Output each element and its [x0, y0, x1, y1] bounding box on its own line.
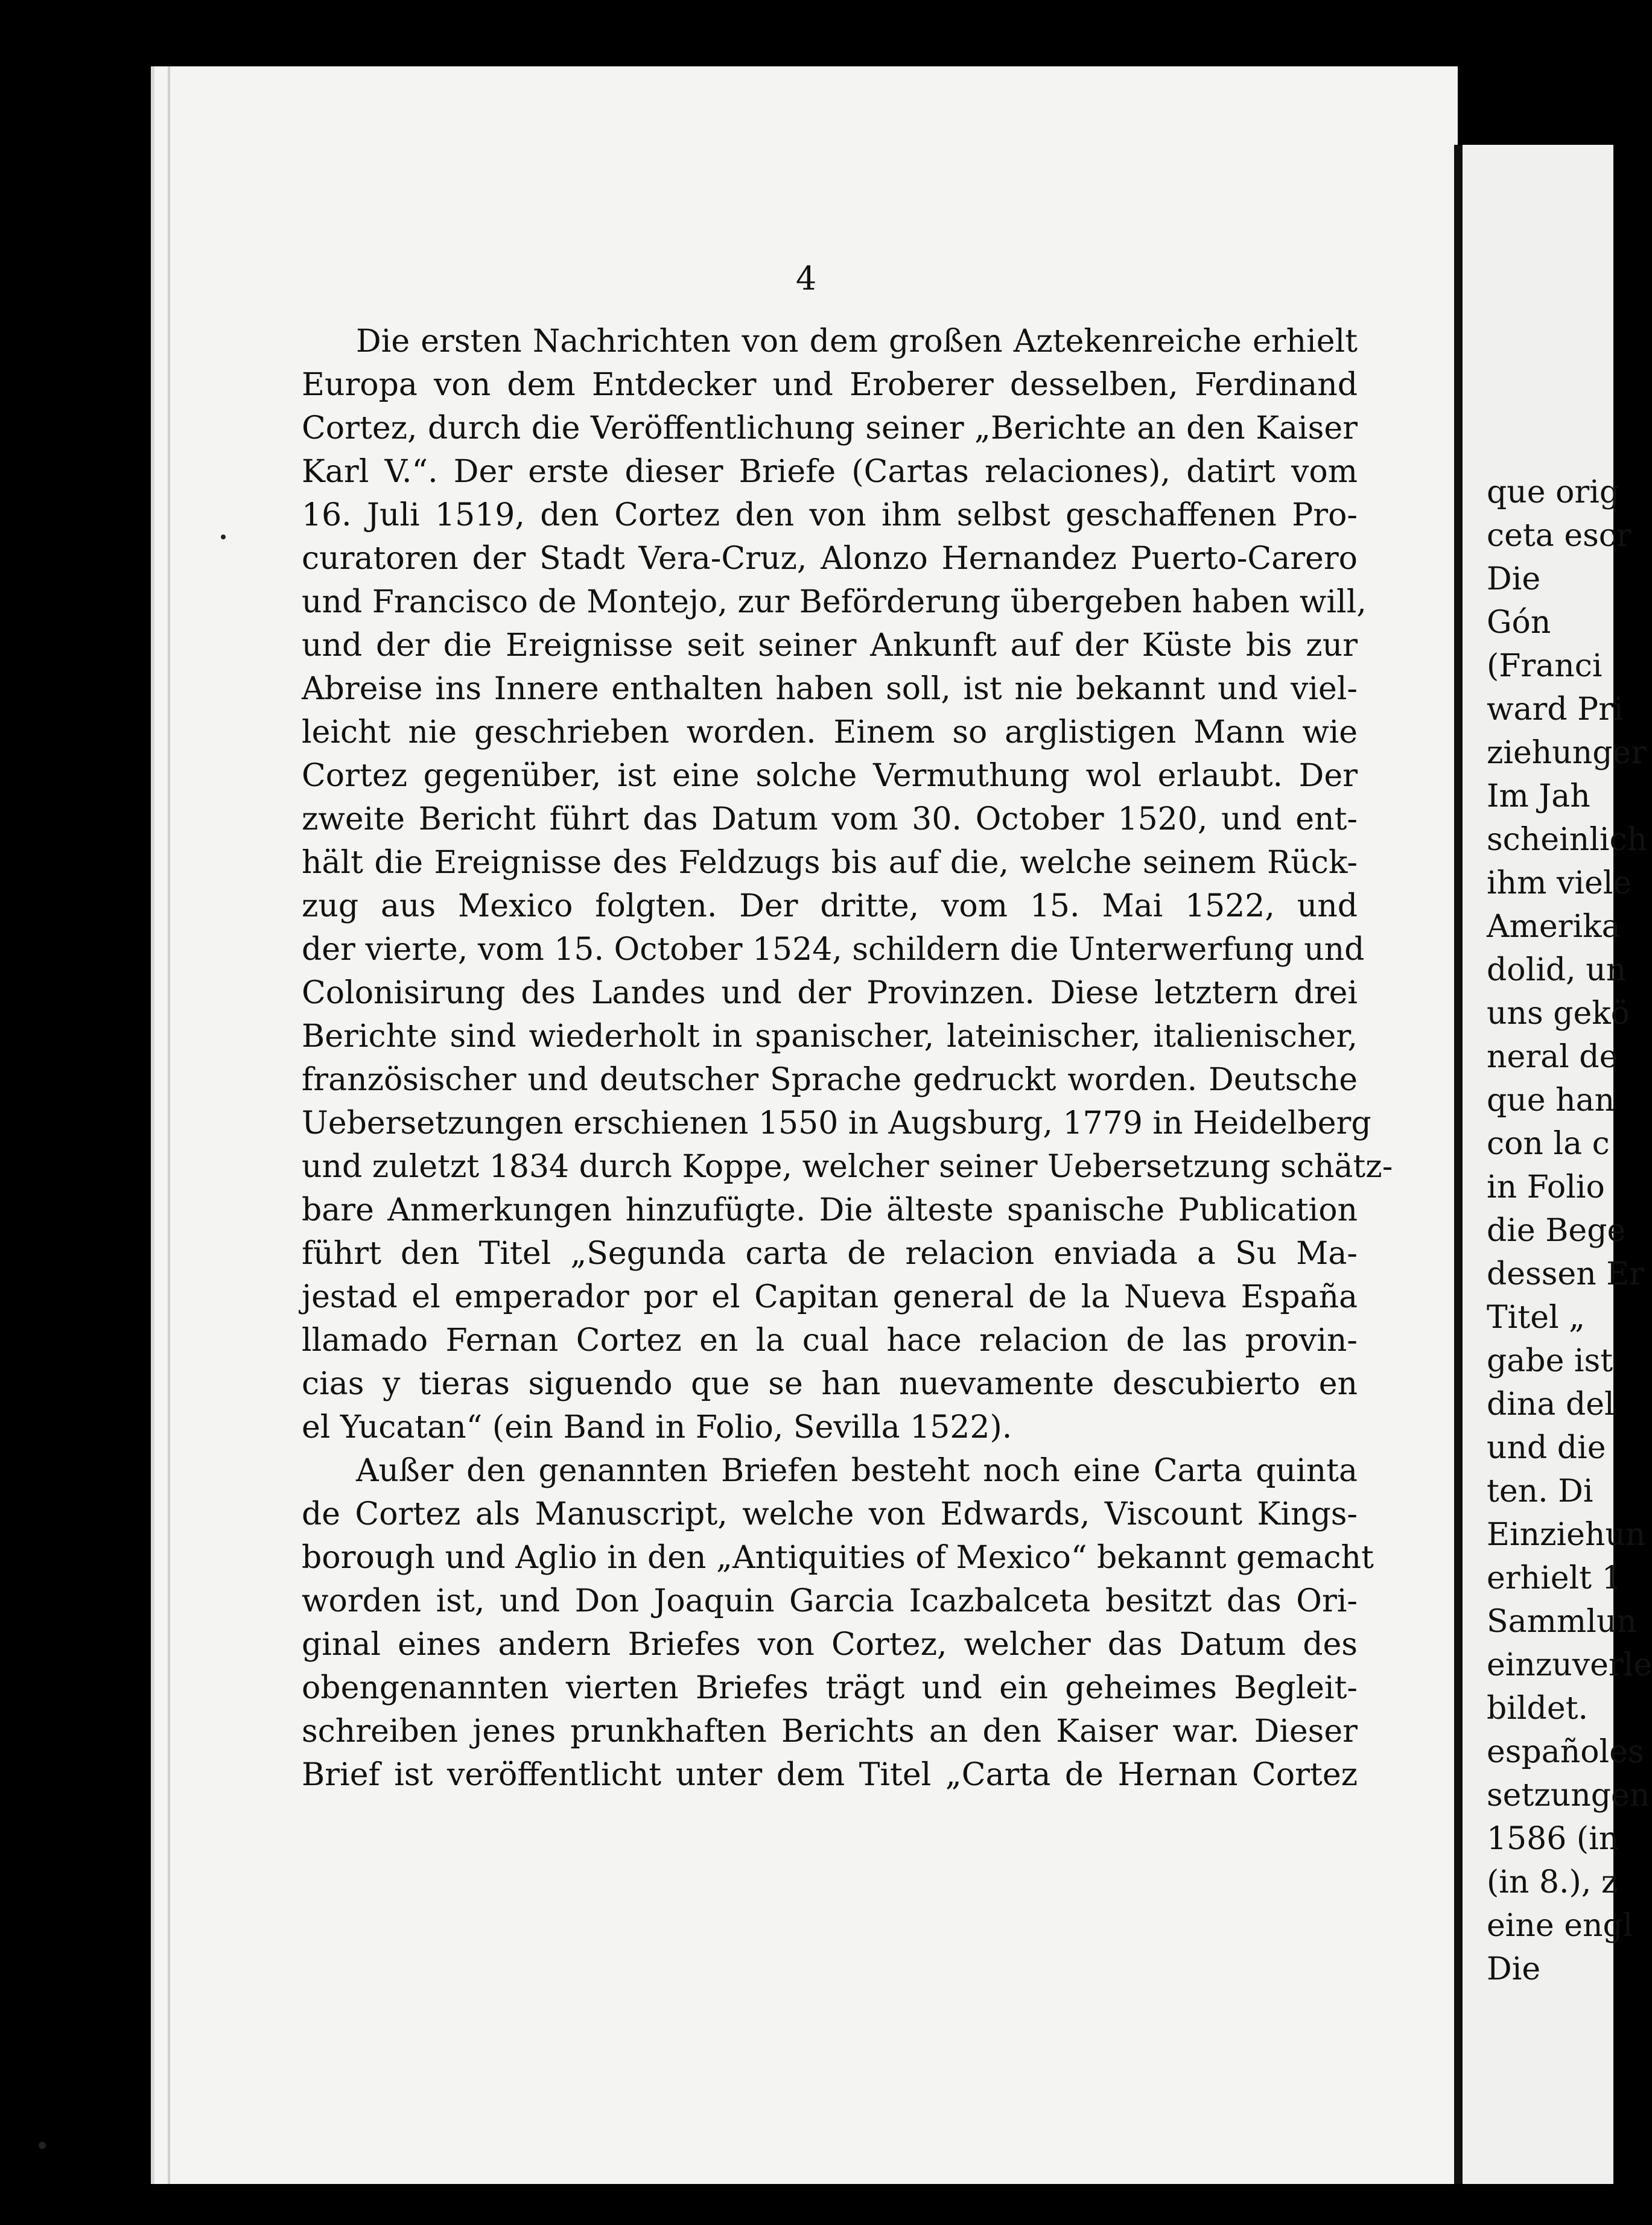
text-line: Colonisirung des Landes und der Provinzen. Diese letztern drei [302, 975, 1358, 1011]
text-line: Cortez gegenüber, ist eine solche Vermuthung wol erlaubt. Der [302, 758, 1358, 794]
text-line: und der die Ereignisse seit seiner Ankunft auf der Küste bis zur [302, 627, 1358, 664]
text-line: Brief ist veröffentlicht unter dem Titel „Carta de Hernan Cortez [302, 1757, 1358, 1793]
text-line: worden ist, und Don Joaquin Garcia Icazbalceta besitzt das Ori- [302, 1583, 1358, 1619]
text-line: obengenannten vierten Briefes trägt und ein geheimes Begleit- [302, 1670, 1358, 1706]
scan-speck [39, 2142, 46, 2149]
right-page-line: dessen Er [1487, 1256, 1645, 1292]
text-line: bare Anmerkungen hinzufügte. Die älteste spanische Publication [302, 1192, 1358, 1228]
text-line: cias y tieras siguendo que se han nuevamente descubierto en [302, 1366, 1358, 1402]
right-page-line: (in 8.), z [1487, 1864, 1618, 1900]
text-line: französischer und deutscher Sprache gedruckt worden. Deutsche [302, 1062, 1358, 1098]
right-page-line: ward Pri [1487, 691, 1624, 728]
text-line: Berichte sind wiederholt in spanischer, lateinischer, italienischer, [302, 1018, 1358, 1055]
right-page-line: Titel „ [1487, 1300, 1586, 1336]
right-page-line: 1586 (in [1487, 1821, 1619, 1857]
right-page-line: que han [1487, 1082, 1615, 1119]
right-page-line: Sammlun [1487, 1604, 1637, 1640]
right-page-line: setzungen [1487, 1777, 1650, 1814]
right-page-line: neral de [1487, 1039, 1618, 1075]
book-page-right-edge [1454, 145, 1652, 2184]
text-line: führt den Titel „Segunda carta de relacion enviada a Su Ma- [302, 1236, 1358, 1272]
text-line: borough und Aglio in den „Antiquities of Mexico“ bekannt gemacht [302, 1540, 1374, 1576]
body-text [302, 320, 1393, 1797]
right-page-line: Amerika [1487, 909, 1621, 945]
right-page-line: Im Jah [1487, 778, 1590, 814]
right-page-line: ten. Di [1487, 1473, 1593, 1509]
right-page-line: gabe ist [1487, 1343, 1613, 1379]
right-page-line: uns gekö [1487, 995, 1630, 1032]
text-line: Außer den genannten Briefen besteht noch eine Carta quinta [356, 1453, 1358, 1489]
text-line: schreiben jenes prunkhaften Berichts an den Kaiser war. Dieser [302, 1713, 1358, 1750]
right-page-line: ceta escr [1487, 518, 1631, 554]
text-line: 16. Juli 1519, den Cortez den von ihm selbst geschaffenen Pro- [302, 497, 1358, 533]
right-page-line: in Folio [1487, 1169, 1605, 1205]
right-page-line: españoles [1487, 1734, 1644, 1770]
right-page-line: scheinlich [1487, 822, 1648, 858]
text-line: de Cortez als Manuscript, welche von Edwards, Viscount Kings- [302, 1496, 1358, 1532]
text-line: und zuletzt 1834 durch Koppe, welcher seiner Uebersetzung schätz- [302, 1149, 1393, 1185]
right-page-line: dolid, un [1487, 952, 1627, 988]
text-line: Karl V.“. Der erste dieser Briefe (Cartas relaciones), datirt vom [302, 454, 1358, 490]
right-page-line: que orig [1487, 474, 1620, 510]
right-page-line: Die [1487, 561, 1541, 597]
text-line: Europa von dem Entdecker und Eroberer desselben, Ferdinand [302, 367, 1358, 403]
right-page-line: con la c [1487, 1126, 1610, 1162]
right-page-line: einzuverle [1487, 1647, 1652, 1683]
text-line: curatoren der Stadt Vera-Cruz, Alonzo Hernandez Puerto-Carero [302, 541, 1358, 577]
right-page-line: (Franci [1487, 648, 1603, 684]
text-line: zug aus Mexico folgten. Der dritte, vom 15. Mai 1522, und [302, 888, 1358, 924]
text-line: el Yucatan“ (ein Band in Folio, Sevilla 1522). [302, 1409, 1012, 1446]
text-line: ginal eines andern Briefes von Cortez, welcher das Datum des [302, 1627, 1358, 1663]
text-line: leicht nie geschrieben worden. Einem so arglistigen Mann wie [302, 714, 1358, 751]
text-line: jestad el emperador por el Capitan general de la Nueva España [302, 1279, 1358, 1315]
right-page-text [1487, 471, 1652, 1991]
right-page-line: Die [1487, 1951, 1541, 1987]
text-line: Uebersetzungen erschienen 1550 in Augsburg, 1779 in Heidelberg [302, 1105, 1371, 1141]
right-page-line: ziehunger [1487, 735, 1647, 771]
text-line: hält die Ereignisse des Feldzugs bis auf die, welche seinem Rück- [302, 845, 1358, 881]
text-line: Die ersten Nachrichten von dem großen Aztekenreiche erhielt [356, 323, 1358, 360]
text-line: Abreise ins Innere enthalten haben soll, ist nie bekannt und viel- [302, 671, 1358, 707]
right-page-line: bildet. [1487, 1690, 1589, 1727]
text-line: zweite Bericht führt das Datum vom 30. October 1520, und ent- [302, 801, 1358, 837]
right-page-line: und die [1487, 1430, 1606, 1466]
right-page-line: Gón [1487, 605, 1551, 641]
text-line: llamado Fernan Cortez en la cual hace relacion de las provin- [302, 1322, 1358, 1359]
text-line: Cortez, durch die Veröffentlichung seiner „Berichte an den Kaiser [302, 410, 1358, 446]
page-number: 4 [795, 259, 817, 297]
right-page-line: Einziehun [1487, 1517, 1646, 1553]
scan-speck [221, 535, 226, 539]
right-page-line: ihm viele [1487, 865, 1632, 901]
text-line: der vierte, vom 15. October 1524, schildern die Unterwerfung und [302, 932, 1365, 968]
right-page-line: erhielt 1 [1487, 1560, 1622, 1596]
text-line: und Francisco de Montejo, zur Beförderung übergeben haben will, [302, 584, 1367, 620]
right-page-line: eine engl [1487, 1908, 1633, 1944]
right-page-line: die Bege [1487, 1213, 1626, 1249]
right-page-line: dina del [1487, 1386, 1615, 1423]
